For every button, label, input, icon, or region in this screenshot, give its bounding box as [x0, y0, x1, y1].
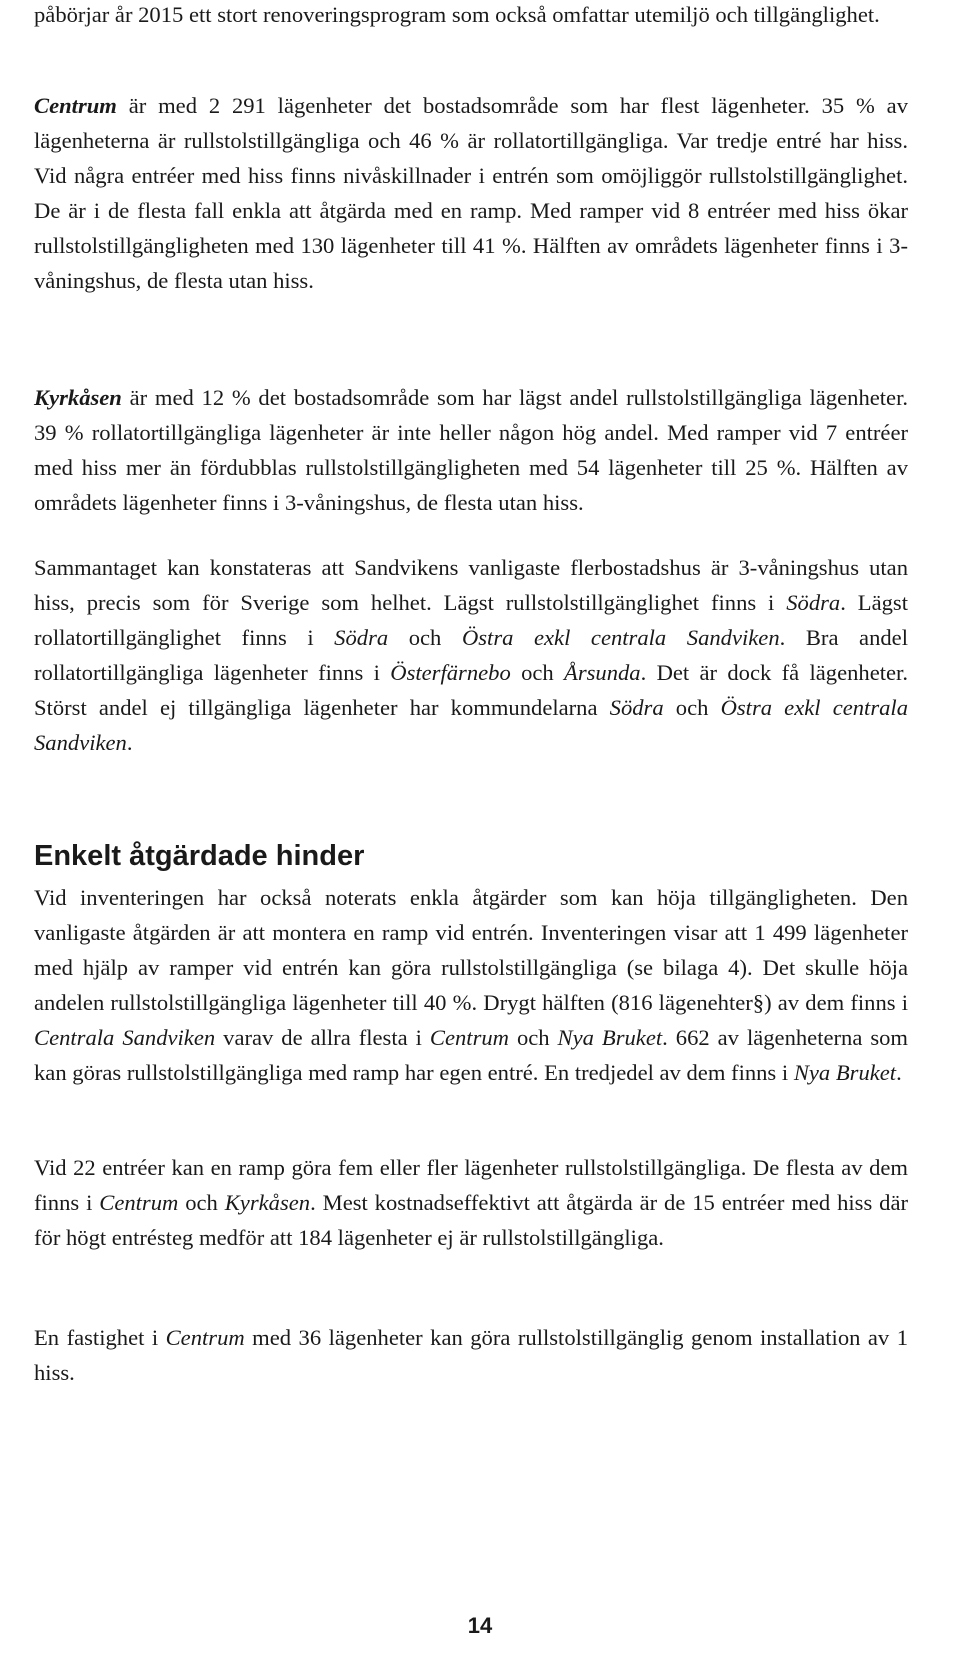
area-name-centrum: Centrum	[34, 93, 117, 118]
text-run: och	[508, 1025, 558, 1050]
text-run: och	[510, 660, 565, 685]
italic-run: Årsunda	[564, 660, 641, 685]
italic-run: Östra exkl centrala Sandviken	[34, 695, 908, 755]
area-name-kyrkasen: Kyrkåsen	[34, 385, 122, 410]
italic-run: Södra	[786, 590, 841, 615]
text-run: med 36 lägenheter kan göra rullstolstillgänglig genom installation av 1 hiss.	[34, 1325, 908, 1385]
page-number: 14	[467, 1613, 493, 1638]
italic-run: Nya Bruket	[793, 1060, 897, 1085]
text-run: Sammantaget kan konstateras att Sandvikens vanligaste flerbostadshus är 3-våningshus utan hiss, precis som för Sverige som helhet. Lägst rullstolstillgänglighet finns i	[34, 555, 908, 615]
text-run: .	[896, 1060, 902, 1085]
text-run: varav de allra flesta i	[215, 1025, 430, 1050]
paragraph-elevator	[34, 1320, 908, 1390]
text-run: .	[126, 730, 133, 755]
text-run: En fastighet i	[34, 1325, 166, 1350]
text-run: och	[178, 1190, 225, 1215]
italic-run: Östra exkl centrala Sandviken	[461, 625, 780, 650]
text-run: och	[388, 625, 462, 650]
italic-run: Södra	[609, 695, 664, 720]
section-heading: Enkelt åtgärdade hinder	[34, 840, 365, 872]
italic-run: Kyrkåsen	[224, 1190, 311, 1215]
text-run: . Bra andel rollatortillgängliga lägenheter finns i	[34, 625, 908, 685]
text-run: och	[663, 695, 721, 720]
italic-run: Österfärnebo	[390, 660, 511, 685]
italic-run: Centrum	[99, 1190, 179, 1215]
paragraph-text: är med 12 % det bostadsområde som har lägst andel rullstolstillgängliga lägenheter. 39 % rollatortillgängliga lägenheter är inte heller någon hög andel. Med ramper vid 7 entréer med hiss mer än fördubblas rullstolstillgängligheten med 54 lägenheter till 25 %. Hälften av områdets lägenheter finns i 3-våningshus, de flesta utan hiss.	[34, 385, 908, 515]
paragraph-summary	[34, 550, 908, 760]
paragraph-inventory	[34, 880, 908, 1090]
paragraph-text: påbörjar år 2015 ett stort renoveringsprogram som också omfattar utemiljö och tillgänglighet.	[34, 2, 880, 27]
italic-run: Nya Bruket	[557, 1025, 663, 1050]
paragraph-kyrkasen	[34, 380, 908, 520]
text-run: Vid inventeringen har också noterats enkla åtgärder som kan höja tillgängligheten. Den vanligaste åtgärden är att montera en ramp vid entrén. Inventeringen visar att 1 499 lägenheter med hjälp av ramper vid entrén kan göra rullstolstillgängliga (se bilaga 4). Det skulle höja andelen rullstolstillgängliga lägenheter till 40 %. Drygt hälften (816 lägenehter§) av dem finns i	[34, 885, 908, 1015]
text-run: . 662 av lägenheterna som kan göras rullstolstillgängliga med ramp har egen entré. En tredjedel av dem finns i	[34, 1025, 909, 1085]
text-run: . Lägst rollatortillgänglighet finns i	[34, 590, 908, 650]
text-run: . Det är dock få lägenheter. Störst andel ej tillgängliga lägenheter har kommundelarna	[34, 660, 908, 720]
italic-run: Centrala Sandviken	[34, 1025, 216, 1050]
text-run: . Mest kostnadseffektivt att åtgärda är de 15 entréer med hiss där för högt entrésteg medför att 184 lägenheter ej är rullstolstillgängliga.	[34, 1190, 909, 1250]
italic-run: Södra	[334, 625, 389, 650]
paragraph-intro-continuation	[34, 0, 908, 32]
italic-run: Centrum	[165, 1325, 245, 1350]
text-run: Vid 22 entréer kan en ramp göra fem eller fler lägenheter rullstolstillgängliga. De flesta av dem finns i	[34, 1155, 908, 1215]
paragraph-entrances	[34, 1150, 908, 1255]
paragraph-text: är med 2 291 lägenheter det bostadsområde som har flest lägenheter. 35 % av lägenheterna är rullstolstillgängliga och 46 % är rollatortillgängliga. Var tredje entré har hiss. Vid några entréer med hiss finns nivåskillnader i entrén som omöjliggör rullstolstillgänglighet. De är i de flesta fall enkla att åtgärda med en ramp. Med ramper vid 8 entréer med hiss ökar rullstolstillgängligheten med 130 lägenheter till 41 %. Hälften av områdets lägenheter finns i 3-våningshus, de flesta utan hiss.	[34, 93, 908, 293]
italic-run: Centrum	[429, 1025, 509, 1050]
paragraph-centrum	[34, 88, 908, 298]
